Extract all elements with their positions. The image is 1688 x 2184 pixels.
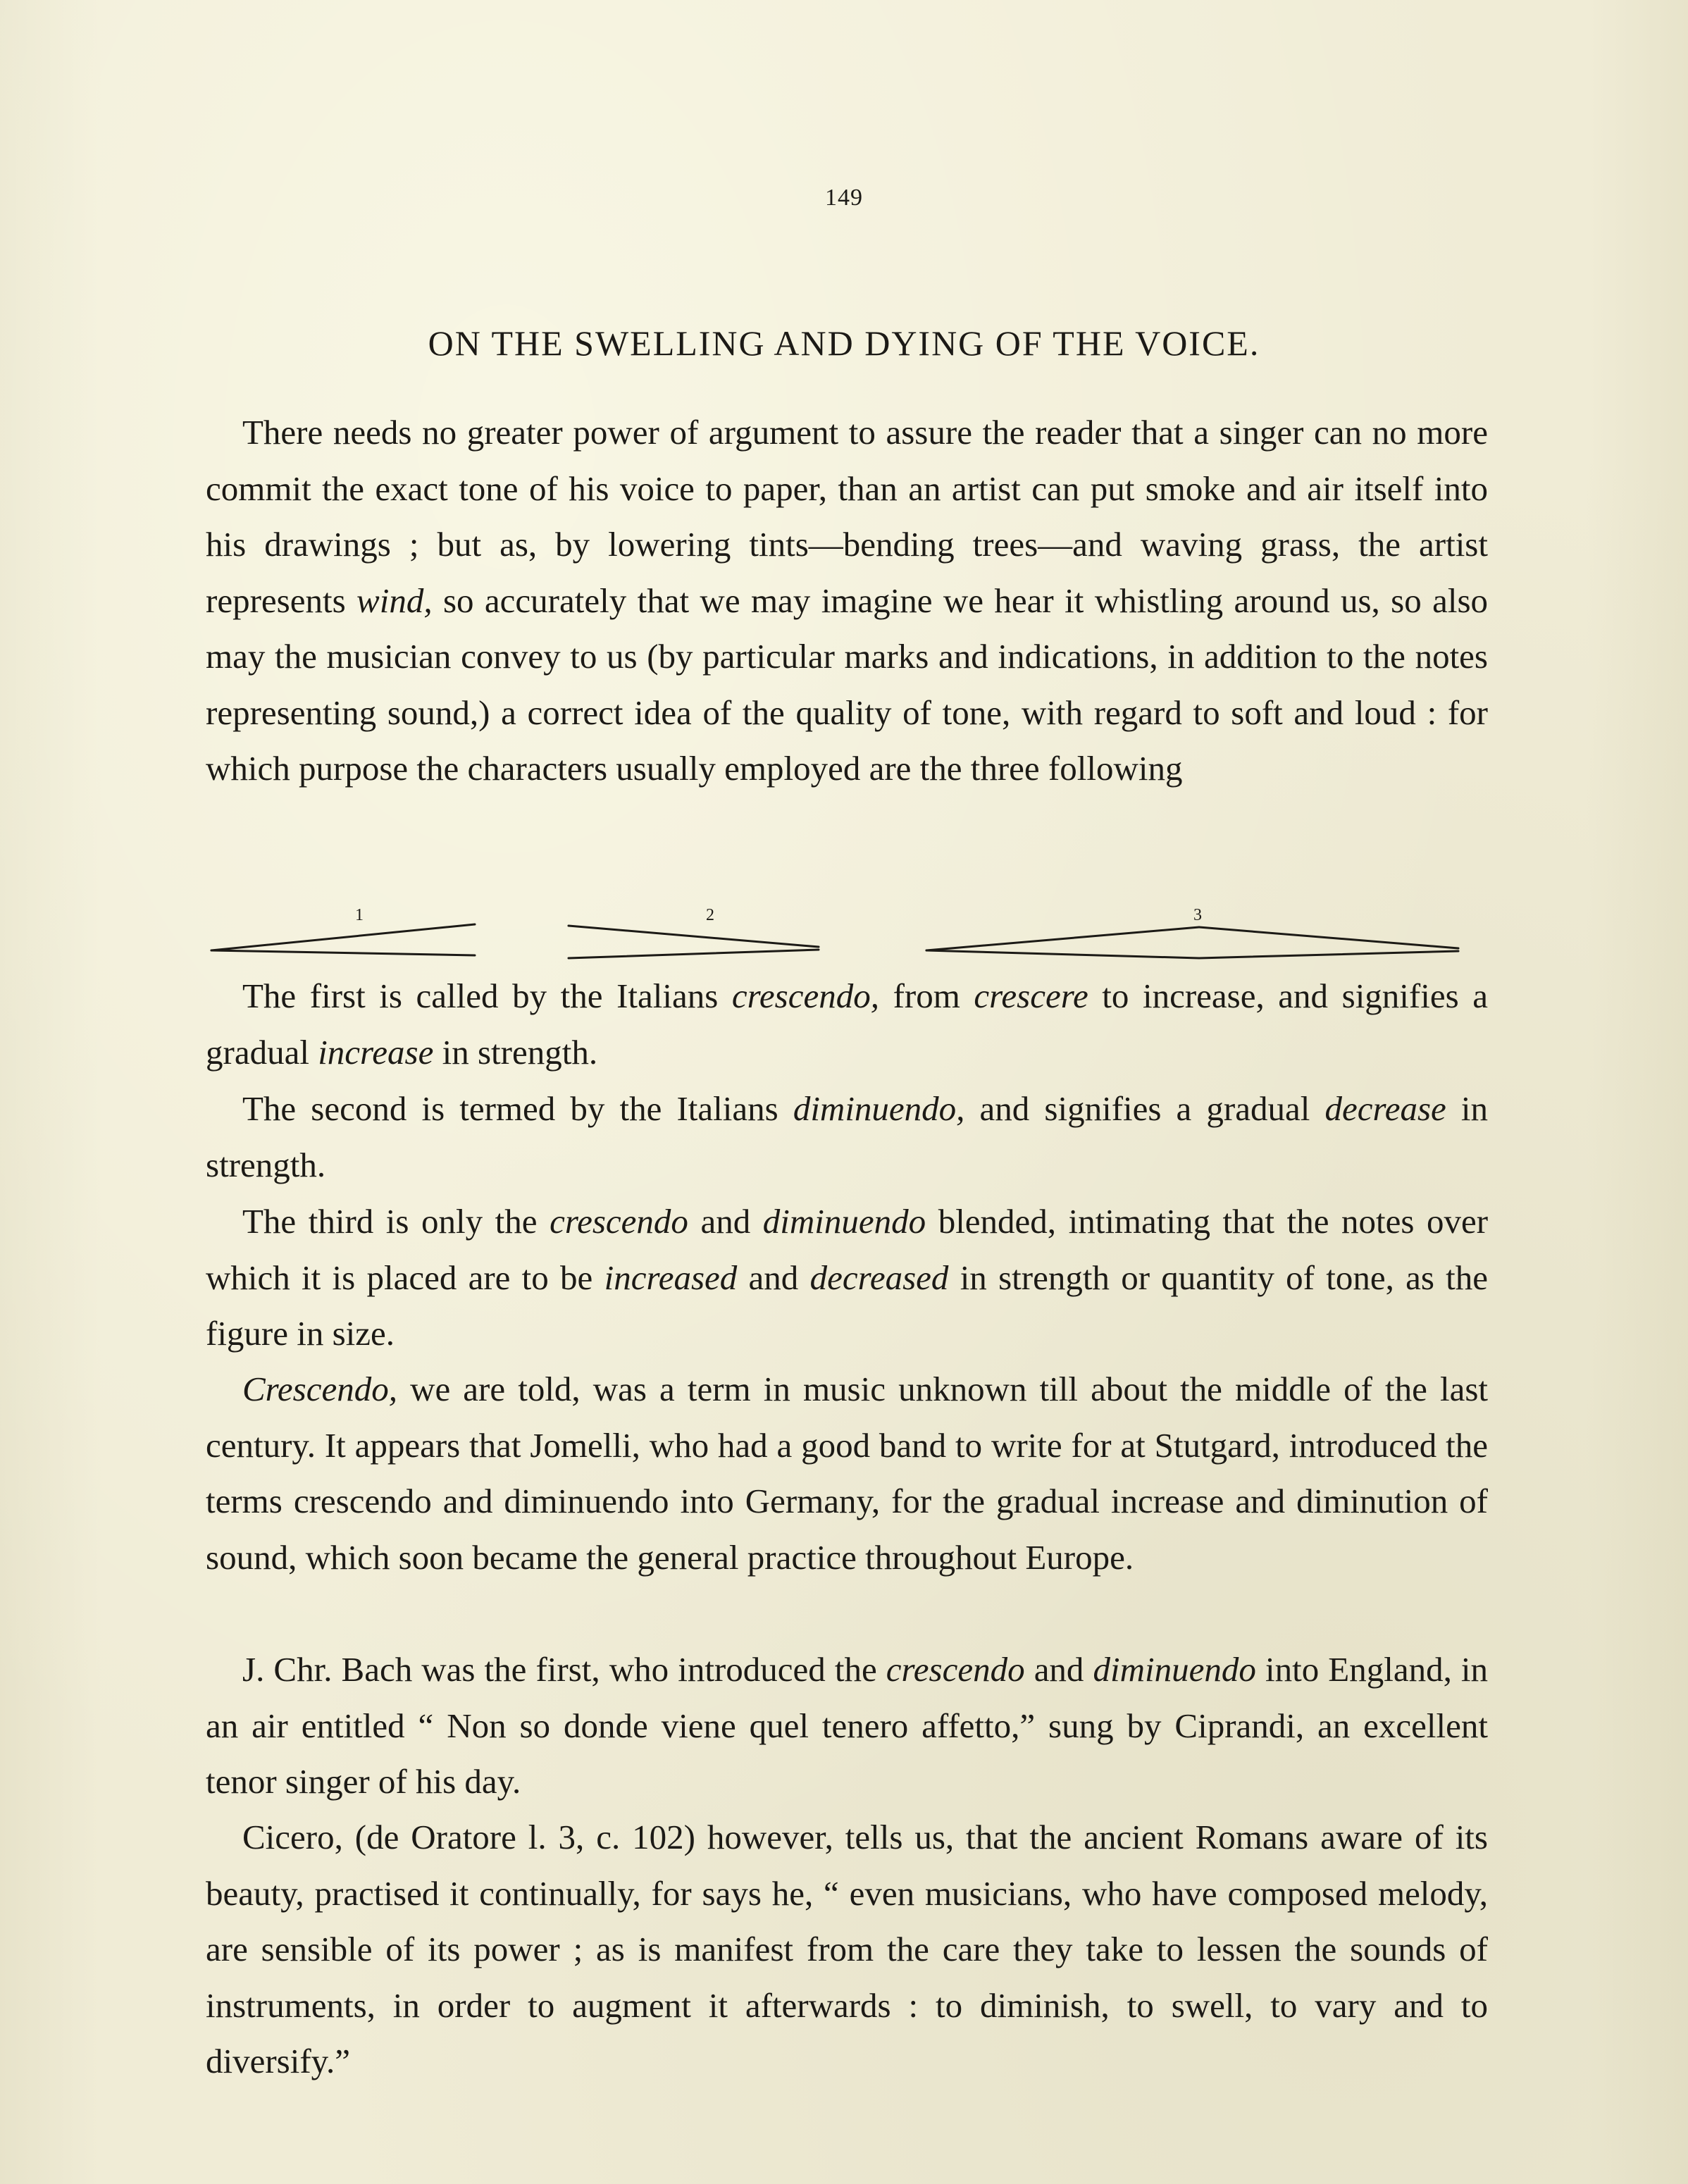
- p3-em-crescendo: crescendo: [550, 1202, 688, 1241]
- crescendo-hairpin: [211, 924, 475, 955]
- p1-text-b: from: [893, 976, 960, 1015]
- dynamics-figures: [206, 900, 1467, 971]
- intro-text: There needs no greater power of argument to assure the reader that a singer can no more commit the exact tone of his voice to paper, than an artist can put smoke and air itself into his drawings ; but as, by lowering tints—bending trees—and waving grass, the artist represents: [206, 413, 1488, 620]
- p3-text-d: and: [748, 1258, 799, 1297]
- p3-text-a: The third is only the: [242, 1202, 538, 1241]
- p3-em-diminuendo: diminuendo: [762, 1202, 926, 1241]
- paragraph-history: [206, 1361, 1488, 1585]
- paragraph-crescendo: [206, 968, 1488, 1080]
- p5-em-crescendo: crescendo: [886, 1650, 1025, 1689]
- figure-label-1: 1: [355, 906, 364, 924]
- p1-text-c: to increase, and signifies a gradual: [206, 976, 1488, 1072]
- p3-em-increased: increased: [604, 1258, 738, 1297]
- p1-em-crescere: crescere: [974, 976, 1088, 1015]
- p2-em-diminuendo: diminuendo,: [793, 1089, 965, 1128]
- p4-text-a: we are told, was a term in music unknown till about the middle of the last century. It appears that Jomelli, who had a good band to write for at Stutgard, introduced the terms crescendo and diminuendo into Germany, for the gradual increase and diminution of sound, which soon became the general practice throughout Europe.: [206, 1370, 1489, 1577]
- paragraph-diminuendo: [206, 1081, 1488, 1193]
- p3-text-e: in strength or quantity of tone, as the figure in size.: [206, 1258, 1489, 1353]
- p3-text-c: blended, intimating that the notes over which it is placed are to be: [206, 1202, 1489, 1297]
- intro-emphasis: wind,: [356, 581, 433, 620]
- p1-text-a: The first is called by the Italians: [242, 976, 719, 1015]
- p5-text-a: J. Chr. Bach was the first, who introduced the: [242, 1650, 877, 1689]
- p2-text-c: in strength.: [206, 1089, 1489, 1184]
- p1-em-crescendo: crescendo,: [731, 976, 879, 1015]
- p3-em-decreased: decreased: [809, 1258, 949, 1297]
- p5-text-c: into England, in an air entitled “ Non so donde viene quel tenero affetto,” sung by Ciprandi, an excellent tenor singer of his day.: [206, 1650, 1489, 1801]
- p5-text-b: and: [1034, 1650, 1084, 1689]
- paragraph-blended: [206, 1193, 1488, 1362]
- p2-text-b: and signifies a gradual: [979, 1089, 1310, 1128]
- p2-em-decrease: decrease: [1324, 1089, 1446, 1128]
- p4-em-crescendo: Crescendo,: [242, 1370, 397, 1408]
- p6-text-a: Cicero, (de Oratore l. 3, c. 102) however, tells us, that the ancient Romans aware of its beauty, practised it continually, for says he, “ even musicians, who have composed melody, are sensible of its power ; as is manifest from the care they take to lessen the sounds of instruments, in order to augment it afterwards : to diminish, to swell, to vary and to diversify.”: [206, 1818, 1488, 2080]
- paragraph-bach: [206, 1642, 1488, 1810]
- paragraph-cicero: [206, 1809, 1488, 2090]
- p3-text-b: and: [700, 1202, 751, 1241]
- intro-paragraph: [206, 404, 1488, 797]
- figure-label-3: 3: [1193, 906, 1202, 924]
- figure-label-2: 2: [706, 906, 714, 924]
- p2-text-a: The second is termed by the Italians: [242, 1089, 778, 1128]
- diminuendo-hairpin: [569, 926, 819, 958]
- crescendo-diminuendo-hairpin: [926, 927, 1458, 958]
- p1-text-d: in strength.: [442, 1032, 598, 1072]
- p5-em-diminuendo: diminuendo: [1093, 1650, 1256, 1689]
- chapter-title: ON THE SWELLING AND DYING OF THE VOICE.: [428, 323, 1260, 363]
- intro-text-rest: so accurately that we may imagine we hear it whistling around us, so also may the musician convey to us (by particular marks and indications, in addition to the notes representing sound,) a correct idea of the quality of tone, with regard to soft and loud : for which purpose the characters usually employed are the three following: [206, 581, 1489, 788]
- page-number: 149: [825, 185, 863, 211]
- p1-em-increase: increase: [318, 1032, 434, 1072]
